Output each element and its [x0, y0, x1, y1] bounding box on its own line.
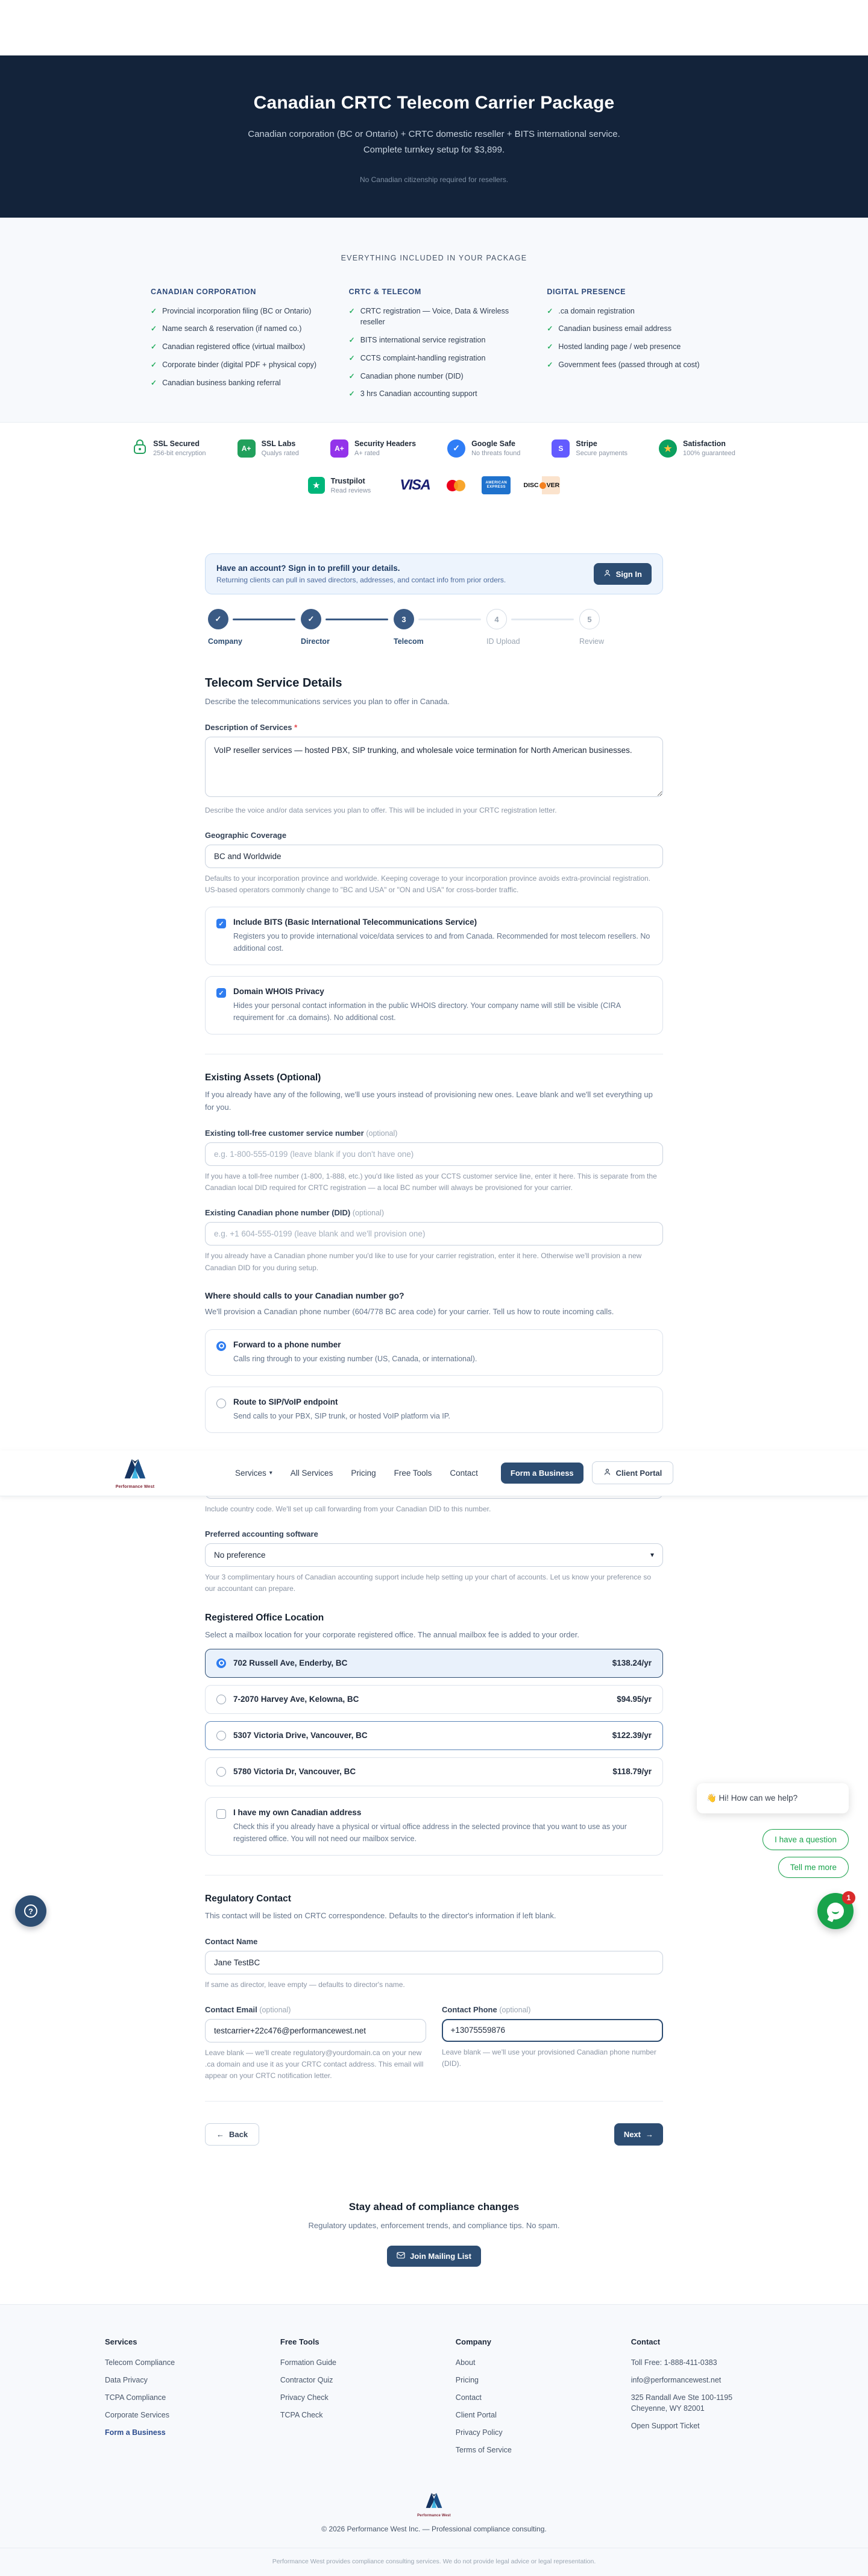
a-plus-icon: A+ [237, 439, 256, 458]
page [0, 55, 868, 2566]
accounting-select[interactable] [205, 1543, 663, 1567]
checkbox-checked-icon[interactable]: ✓ [216, 988, 226, 998]
routing-subheading: We'll provision a Canadian phone number (604/778 BC area code) for your carrier. Tell us how to route incoming calls. [205, 1306, 614, 1316]
step-director[interactable]: ✓ Director [301, 609, 330, 646]
performance-west-logo-icon [122, 1456, 148, 1484]
contact-phone-input[interactable] [442, 2019, 663, 2042]
step-telecom[interactable]: 3 Telecom [394, 609, 424, 646]
badge-ssl-labs: A+ SSL Labs Qualys rated [237, 439, 299, 458]
office-option-victoria-dr[interactable]: 5780 Victoria Dr, Vancouver, BC $118.79/yr [205, 1757, 663, 1786]
price-label: $138.24/yr [612, 1658, 652, 1668]
footer-link[interactable]: Privacy Check [280, 2393, 329, 2402]
list-item: ✓ 3 hrs Canadian accounting support [349, 388, 520, 400]
included-columns [151, 288, 717, 407]
check-icon: ✓ [547, 324, 553, 333]
did-help: If you already have a Canadian phone number you'd like to use for your carrier registration, enter it here. Otherwise we'll provision a new Canadian DID for you during setup. [205, 1252, 642, 1272]
checkbox-unchecked-icon[interactable] [216, 1809, 226, 1819]
list-item: ✓ BITS international service registration [349, 335, 520, 346]
footer-link[interactable]: TCPA Compliance [105, 2393, 166, 2402]
check-icon: ✓ [348, 389, 355, 398]
check-icon: ✓ [151, 324, 157, 333]
list-item: ✓ Provincial incorporation filing (BC or Ontario) [151, 306, 321, 317]
chat-quick-reply-question[interactable]: I have a question [763, 1829, 849, 1850]
office-subheading: Select a mailbox location for your corporate registered office. The annual mailbox fee is added to your order. [205, 1630, 579, 1640]
visa-logo: VISA [400, 477, 430, 493]
person-icon [603, 569, 611, 579]
step-company[interactable]: ✓ Company [208, 609, 242, 646]
list-item: ✓ Canadian phone number (DID) [349, 371, 520, 382]
check-icon: ✓ [348, 336, 355, 344]
footer-link[interactable]: Formation Guide [280, 2358, 336, 2367]
list-item: ✓ Canadian business banking referral [151, 377, 321, 389]
accounting-help: Your 3 complimentary hours of Canadian accounting support include help setting up your chart of accounts. Let us know your preference so our accountant can prepare. [205, 1572, 651, 1593]
contact-phone-label: Contact Phone (optional) [442, 2004, 531, 2014]
payment-row [0, 476, 868, 494]
radio-unselected-icon[interactable] [216, 1731, 226, 1740]
amex-logo: AMERICAN EXPRESS [482, 476, 511, 494]
step-connector [511, 619, 574, 620]
page-title: Canadian CRTC Telecom Carrier Package [253, 93, 615, 113]
check-icon: ✓ [547, 342, 553, 351]
footer-link[interactable]: Telecom Compliance [105, 2358, 175, 2367]
price-label: $118.79/yr [612, 1767, 652, 1777]
footer-logo-text: Performance West [417, 2514, 451, 2518]
signin-subtitle: Returning clients can pull in saved directors, addresses, and contact info from prior orders. [216, 576, 506, 584]
logo[interactable] [112, 1456, 158, 1489]
did-label: Existing Canadian phone number (DID) (optional) [205, 1208, 384, 1218]
office-option-kelowna[interactable]: 7-2070 Harvey Ave, Kelowna, BC $94.95/yr [205, 1685, 663, 1714]
included-column-crtc [349, 288, 520, 407]
mail-icon [397, 2252, 405, 2261]
contact-email-input[interactable] [205, 2019, 426, 2042]
required-asterisk: * [294, 722, 298, 732]
price-label: $122.39/yr [612, 1731, 652, 1740]
discover-circle-icon [539, 482, 546, 489]
badge-stripe: S Stripe Secure payments [552, 439, 627, 458]
radio-selected-icon[interactable] [216, 1341, 226, 1351]
help-button[interactable] [15, 1895, 46, 1927]
badge-satisfaction: ★ Satisfaction 100% guaranteed [659, 439, 735, 458]
office-option-victoria-drive[interactable]: 5307 Victoria Drive, Vancouver, BC $122.39/yr [205, 1721, 663, 1750]
did-input[interactable] [205, 1222, 663, 1245]
footer-column-services: Services Telecom Compliance Data Privacy TCPA Compliance Corporate Services Form a Business [105, 2337, 268, 2463]
description-help: Describe the voice and/or data services you plan to offer. This will be included in your CRTC registration letter. [205, 805, 557, 814]
footer-link[interactable]: Corporate Services [105, 2411, 169, 2420]
list-item: ✓ CCTS complaint-handling registration [349, 353, 520, 364]
chat-quick-reply-more[interactable]: Tell me more [778, 1857, 849, 1878]
regulatory-subheading: This contact will be listed on CRTC correspondence. Defaults to the director's information if left blank. [205, 1910, 556, 1920]
check-icon: ✓ [151, 342, 157, 351]
hero-section [0, 55, 868, 218]
radio-unselected-icon[interactable] [216, 1767, 226, 1777]
chevron-down-icon: ▾ [269, 1469, 272, 1476]
routing-heading: Where should calls to your Canadian number go? [205, 1290, 404, 1300]
badge-google-safe: ✓ Google Safe No threats found [447, 439, 520, 458]
assets-subheading: If you already have any of the following, we'll use yours instead of provisioning new ones. Leave blank and we'll set everything up for you. [205, 1090, 653, 1112]
footer [0, 2304, 868, 2576]
shield-check-icon: ✓ [447, 439, 465, 458]
section-heading-assets: Existing Assets (Optional) [205, 1072, 321, 1083]
footer-link[interactable]: About [455, 2358, 476, 2367]
tollfree-help: If you have a toll-free number (1-800, 1-888, etc.) you'd like listed as your CCTS customer service line, enter it here. This is separate from the Canadian local DID required for CRTC registration — a local BC number will always be provisioned for your carrier. [205, 1171, 657, 1192]
coverage-help: Defaults to your incorporation province and worldwide. Keeping coverage to your incorporation province avoids extra-provincial registration. US-based operators commonly change to "BC and USA" or "ON and USA" for cross-border traffic. [205, 874, 651, 895]
chevron-down-icon: ▾ [650, 1551, 654, 1560]
chat-bubble-icon [827, 1903, 844, 1919]
footer-link[interactable]: TCPA Check [280, 2411, 323, 2420]
accounting-selected-value: No preference [214, 1550, 266, 1560]
lock-icon [133, 438, 147, 458]
nav-item-all-services[interactable]: All Services [290, 1468, 333, 1478]
back-button[interactable]: ← Back [205, 2123, 259, 2146]
footer-link[interactable]: Terms of Service [455, 2446, 512, 2455]
section-heading-regulatory: Regulatory Contact [205, 1893, 291, 1904]
top-navbar [0, 1450, 868, 1496]
check-icon: ✓ [547, 360, 553, 369]
badge-ssl-secured: SSL Secured 256-bit encryption [133, 438, 206, 458]
list-item: ✓ Government fees (passed through at cost) [547, 359, 717, 371]
mastercard-logo [442, 476, 470, 494]
section-heading-office: Registered Office Location [205, 1613, 324, 1623]
nav-item-contact[interactable]: Contact [450, 1468, 478, 1478]
price-label: $94.95/yr [617, 1695, 652, 1704]
description-textarea[interactable] [205, 737, 663, 797]
copyright: © 2026 Performance West Inc. — Professional compliance consulting. [321, 2525, 547, 2534]
footer-column-contact: Contact Toll Free: 1-888-411-0383 info@performancewest.net 325 Randall Ave Ste 100-1195 Cheyenne, WY 82001 Open Support Ticket [631, 2337, 763, 2463]
hero-subtitle: Canadian corporation (BC or Ontario) + CRTC domestic reseller + BITS international service. Complete turnkey setup for $3,899. [248, 129, 620, 156]
star-icon: ★ [659, 439, 677, 458]
footer-address-line2: Cheyenne, WY 82001 [631, 2404, 705, 2413]
trust-badges [0, 438, 868, 458]
list-item: ✓ Hosted landing page / web presence [547, 341, 717, 353]
footer-support-ticket[interactable]: Open Support Ticket [631, 2422, 700, 2431]
section-heading-telecom: Telecom Service Details [205, 676, 342, 690]
nav-item-services[interactable]: Services ▾ [235, 1468, 272, 1478]
mailing-subheading: Regulatory updates, enforcement trends, and compliance tips. No spam. [308, 2221, 560, 2231]
footer-link[interactable]: Contractor Quiz [280, 2376, 333, 2385]
divider [205, 2101, 663, 2102]
list-item: ✓ Canadian business email address [547, 323, 717, 335]
chat-greeting-bubble[interactable]: 👋 Hi! How can we help? [697, 1783, 849, 1813]
arrow-right-icon: → [646, 2130, 653, 2140]
check-icon: ✓ [348, 306, 355, 315]
radio-unselected-icon[interactable] [216, 1399, 226, 1408]
list-item: ✓ Corporate binder (digital PDF + physical copy) [151, 359, 321, 371]
form-actions [205, 2123, 663, 2149]
column-title: CANADIAN CORPORATION [151, 287, 256, 296]
contact-phone-help: Leave blank — we'll use your provisioned Canadian phone number (DID). [442, 2047, 656, 2068]
performance-west-logo-icon [424, 2502, 444, 2512]
column-title: CRTC & TELECOM [348, 287, 421, 296]
signin-title: Have an account? Sign in to prefill your details. [216, 564, 400, 573]
column-title: DIGITAL PRESENCE [547, 287, 626, 296]
radio-selected-icon[interactable] [216, 1658, 226, 1668]
whois-option-card[interactable]: ✓ Domain WHOIS Privacy Hides your personal contact information in the public WHOIS directory. Your company name will still be visible (CIRA requirement for .ca domains). No additional cost. [205, 976, 663, 1034]
nav-item-free-tools[interactable]: Free Tools [394, 1468, 432, 1478]
trust-section [0, 422, 868, 509]
footer-link[interactable]: Privacy Policy [455, 2428, 503, 2437]
sign-in-button[interactable]: Sign In [594, 563, 652, 585]
footer-link[interactable]: Data Privacy [105, 2376, 148, 2385]
join-mailing-list-button[interactable]: Join Mailing List [387, 2246, 481, 2267]
description-label: Description of Services * [205, 722, 298, 732]
order-form [115, 553, 663, 2149]
unread-badge: 1 [842, 1891, 855, 1904]
contact-name-label: Contact Name [205, 1936, 258, 1946]
client-portal-button[interactable]: Client Portal [592, 1461, 674, 1484]
routing-option-forward[interactable]: Forward to a phone number Calls ring through to your existing number (US, Canada, or international). [205, 1329, 663, 1376]
bits-option-card[interactable]: ✓ Include BITS (Basic International Telecommunications Service) Registers you to provide international voice/data services to and from Canada. Recommended for most telecom resellers. No additional cost. [205, 907, 663, 965]
step-connector [326, 619, 388, 620]
footer-column-company: Company About Pricing Contact Client Portal Privacy Policy Terms of Service [456, 2337, 619, 2463]
coverage-input[interactable] [205, 845, 663, 868]
footer-link-form-a-business[interactable]: Form a Business [105, 2428, 166, 2437]
step-id-upload[interactable]: 4 ID Upload [486, 609, 520, 646]
tollfree-label: Existing toll-free customer service number (optional) [205, 1128, 398, 1138]
footer-fine-print: Performance West provides compliance consulting services. We do not provide legal advice or legal representation. [0, 2548, 868, 2576]
own-address-card[interactable]: I have my own Canadian address Check this if you already have a physical or virtual office address in the selected province that you want to use as your registered office. You will not need our mailbox service. [205, 1797, 663, 1856]
contact-email-help: Leave blank — we'll create regulatory@yourdomain.ca on your new .ca domain and use it as your CRTC contact address. This email will appear on your CRTC notification letter. [205, 2048, 424, 2080]
list-item: ✓ Name search & reservation (if named co.) [151, 323, 321, 335]
list-item: ✓ .ca domain registration [547, 306, 717, 317]
included-column-corporation [151, 288, 321, 407]
stripe-icon: S [552, 439, 570, 458]
list-item: ✓ Canadian registered office (virtual mailbox) [151, 341, 321, 353]
tollfree-input[interactable] [205, 1142, 663, 1166]
included-column-digital [547, 288, 717, 407]
nav-links [235, 1469, 478, 1478]
forward-help: Include country code. We'll set up call forwarding from your Canadian DID to this number. [205, 1504, 491, 1513]
list-item: ✓ CRTC registration — Voice, Data & Wireless reseller [349, 306, 520, 329]
footer-link[interactable]: Client Portal [455, 2411, 497, 2420]
accounting-label: Preferred accounting software [205, 1529, 318, 1538]
radio-unselected-icon[interactable] [216, 1695, 226, 1704]
chat-launcher-button[interactable] [817, 1893, 854, 1929]
included-eyebrow: EVERYTHING INCLUDED IN YOUR PACKAGE [341, 253, 527, 262]
person-icon [603, 1468, 611, 1478]
footer-tollfree: Toll Free: 1-888-411-0383 [631, 2358, 717, 2367]
footer-email[interactable]: info@performancewest.net [631, 2376, 722, 2385]
routing-option-sip[interactable]: Route to SIP/VoIP endpoint Send calls to your PBX, SIP trunk, or hosted VoIP platform via IP. [205, 1387, 663, 1433]
check-icon: ✓ [547, 306, 553, 315]
nav-item-pricing[interactable]: Pricing [351, 1468, 376, 1478]
progress-stepper [205, 609, 663, 656]
footer-link[interactable]: Pricing [455, 2376, 479, 2385]
signin-banner [205, 553, 663, 594]
check-icon: ✓ [348, 353, 355, 362]
trustpilot-badge[interactable]: ★ Trustpilot Read reviews [308, 477, 371, 494]
badge-security-headers: A+ Security Headers A+ rated [330, 439, 416, 458]
check-icon: ✓ [151, 306, 157, 315]
logo-text: Performance West [115, 1485, 155, 1489]
form-a-business-button[interactable]: Form a Business [501, 1463, 583, 1484]
hero-note: No Canadian citizenship required for resellers. [359, 175, 509, 184]
checkbox-checked-icon[interactable]: ✓ [216, 919, 226, 928]
coverage-label: Geographic Coverage [205, 830, 287, 840]
section-subheading: Describe the telecommunications services you plan to offer in Canada. [205, 697, 450, 706]
included-section [0, 218, 868, 423]
check-icon: ✓ [151, 378, 157, 387]
question-mark-icon: ? [24, 1904, 37, 1918]
contact-email-label: Contact Email (optional) [205, 2004, 291, 2014]
check-icon: ✓ [348, 371, 355, 380]
next-button[interactable]: Next → [614, 2123, 663, 2146]
mailing-heading: Stay ahead of compliance changes [348, 2201, 520, 2213]
footer-link[interactable]: Contact [455, 2393, 482, 2402]
contact-name-input[interactable] [205, 1951, 663, 1974]
trustpilot-star-icon: ★ [308, 477, 325, 494]
arrow-left-icon: ← [216, 2130, 224, 2140]
contact-name-help: If same as director, leave empty — defaults to director's name. [205, 1980, 405, 1989]
footer-column-free-tools: Free Tools Formation Guide Contractor Quiz Privacy Check TCPA Check [280, 2337, 444, 2463]
discover-logo: DISC VER [523, 476, 560, 494]
check-icon: ✓ [151, 360, 157, 369]
office-option-enderby[interactable]: 702 Russell Ave, Enderby, BC $138.24/yr [205, 1649, 663, 1678]
step-review[interactable]: 5 Review [579, 609, 604, 646]
step-connector [418, 619, 481, 620]
a-plus-icon: A+ [330, 439, 348, 458]
mailing-section [0, 2149, 868, 2267]
footer-address-line1: 325 Randall Ave Ste 100-1195 [631, 2393, 733, 2402]
footer-bottom [0, 2491, 868, 2533]
